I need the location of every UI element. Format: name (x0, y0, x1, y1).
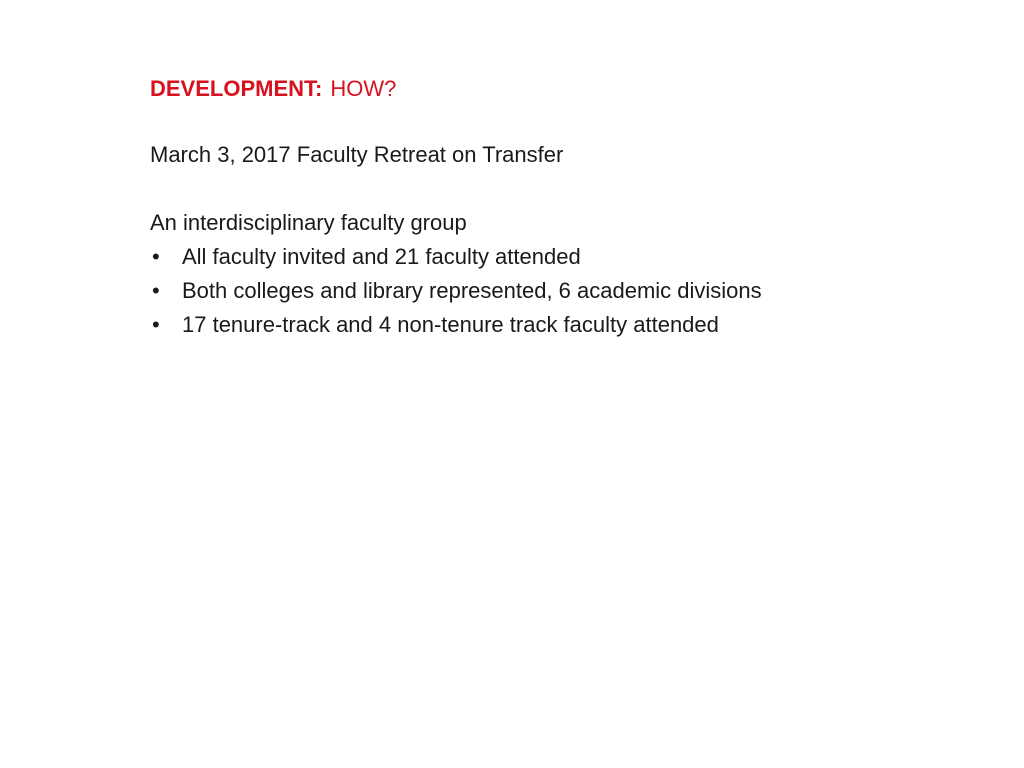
heading-normal-text: HOW? (330, 76, 397, 101)
date-line: March 3, 2017 Faculty Retreat on Transfer (150, 142, 564, 167)
list-item (150, 240, 870, 274)
list-item (150, 308, 870, 342)
list-item (150, 274, 792, 308)
bullet-icon: • (152, 312, 160, 337)
group-line: An interdisciplinary faculty group (150, 210, 467, 235)
bullet-text: All faculty invited and 21 faculty attended (182, 244, 581, 269)
bullet-text: 17 tenure-track and 4 non-tenure track faculty attended (182, 312, 719, 337)
bullet-icon: • (152, 278, 160, 303)
bullet-text: Both colleges and library represented, 6 academic divisions (182, 278, 762, 303)
slide-body (150, 138, 870, 342)
bullet-icon: • (152, 244, 160, 269)
bullet-list (150, 240, 870, 342)
heading-bold-text: DEVELOPMENT: (150, 76, 323, 101)
slide-heading (150, 74, 396, 104)
